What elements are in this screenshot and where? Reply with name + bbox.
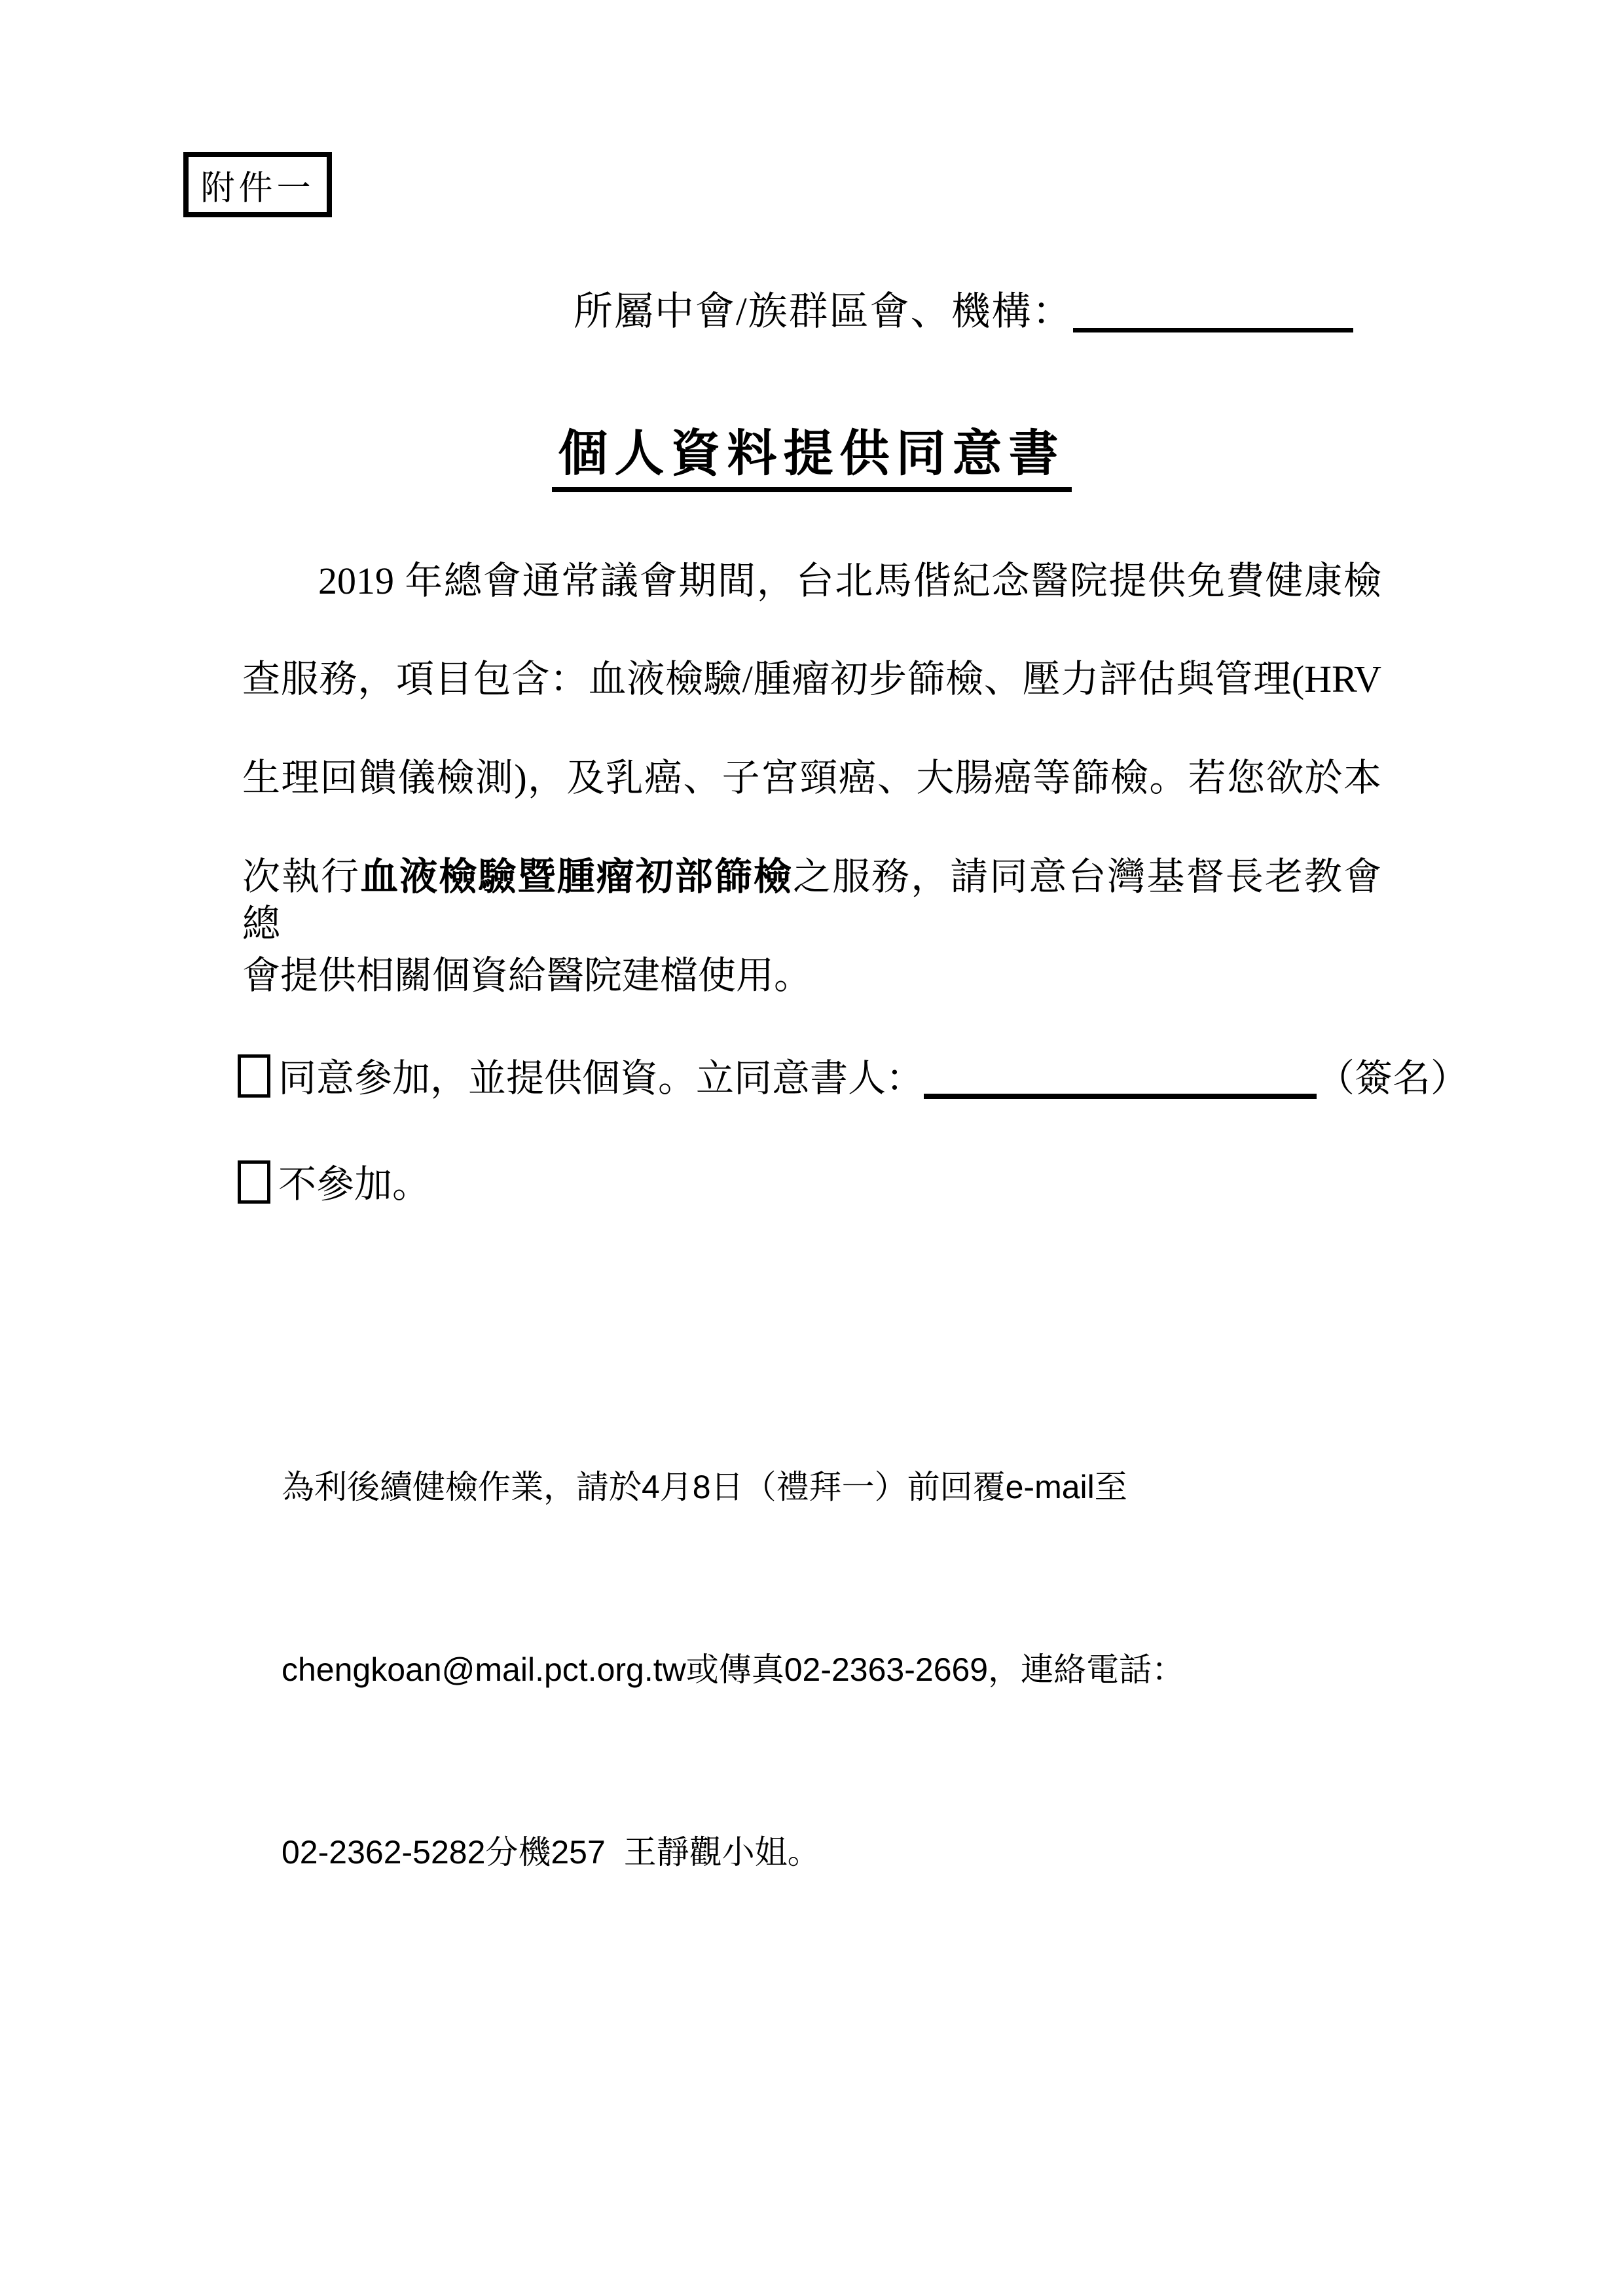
- agree-checkbox[interactable]: [238, 1054, 270, 1098]
- body-line-1: 2019 年總會通常議會期間，台北馬偕紀念醫院提供免費健康檢: [318, 560, 1381, 602]
- affiliation-label: 所屬中會/族群區會、機構：: [574, 290, 1073, 333]
- signature-input-line[interactable]: [924, 1094, 1317, 1099]
- body-line-4-prefix: 次執行: [242, 855, 361, 898]
- body-line-4-emphasis: 血液檢驗暨腫瘤初部篩檢: [360, 855, 793, 898]
- body-line-2: 查服務，項目包含：血液檢驗/腫瘤初步篩檢、壓力評估與管理(HRV: [242, 658, 1381, 700]
- page-title: 個人資料提供同意書: [552, 427, 1072, 492]
- agree-label: 同意參加，並提供個資。立同意書人：: [278, 1057, 924, 1100]
- body-line-3: 生理回饋儀檢測)，及乳癌、子宮頸癌、大腸癌等篩檢。若您欲於本: [242, 757, 1381, 799]
- contact-note-line-2: [282, 1640, 1303, 1700]
- contact-note-line-3: 02-2362-5282分機257 王靜觀小姐。: [282, 1834, 820, 1871]
- body-line-4-suffix: 之服務，請同意台灣基督長老教會總: [242, 855, 1381, 945]
- decline-label: 不參加。: [278, 1163, 431, 1206]
- body-line-5: 會提供相關個資給醫院建檔使用。: [242, 954, 812, 997]
- decline-option-row: [238, 1153, 430, 1208]
- contact-note: [282, 1335, 1303, 2005]
- agree-option-row: [238, 1047, 1468, 1102]
- body-line-4: [242, 853, 1381, 948]
- page-title-row: [0, 414, 1623, 485]
- attachment-label-box: [183, 152, 332, 217]
- contact-email: chengkoan@mail.pct.org.tw: [282, 1651, 686, 1688]
- affiliation-line: [574, 280, 1353, 336]
- decline-checkbox[interactable]: [238, 1160, 270, 1204]
- attachment-label: 附件一: [200, 170, 315, 207]
- contact-note-line-1: 為利後續健檢作業，請於4月8日（禮拜一）前回覆e-mail至: [282, 1469, 1127, 1505]
- contact-fax: 或傳真02-2363-2669，連絡電話：: [685, 1651, 1185, 1688]
- signature-hint: （簽名）: [1317, 1057, 1469, 1100]
- affiliation-input-line[interactable]: [1073, 328, 1353, 332]
